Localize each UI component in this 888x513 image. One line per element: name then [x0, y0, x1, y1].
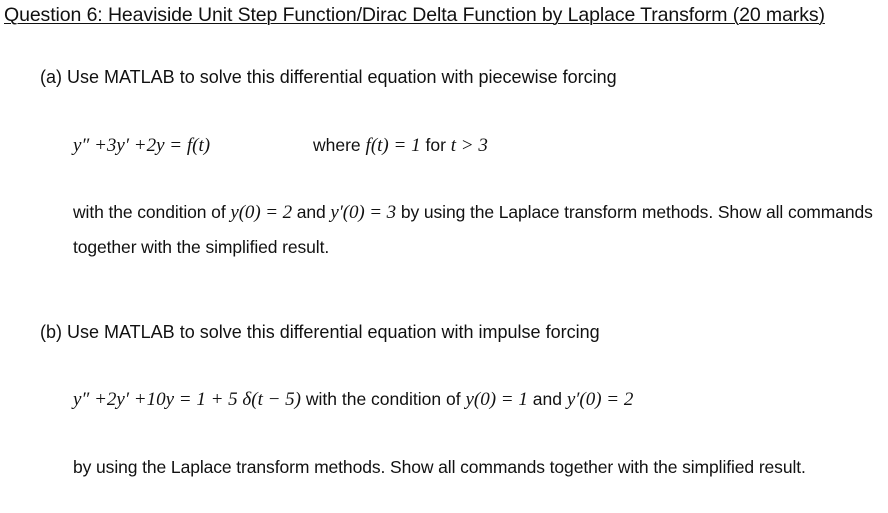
- part-a-condition-and: and: [296, 202, 326, 222]
- part-b-equation-line: [73, 388, 633, 411]
- part-a-equation-line: [73, 134, 210, 157]
- part-a-condition-paragraph: [73, 195, 885, 264]
- part-b-condition-y0: y(0) = 1: [465, 389, 528, 410]
- part-b-equation: y″ +2y′ +10y = 1 + 5 δ(t − 5): [73, 389, 301, 410]
- part-a-where-condition: t > 3: [450, 135, 488, 156]
- part-a-where-for: for: [425, 135, 446, 155]
- part-b-condition-and: and: [532, 389, 562, 409]
- part-a-condition-y0: y(0) = 2: [230, 202, 292, 223]
- part-a-equation: y″ +3y′ +2y = f(t): [73, 135, 211, 156]
- part-a-condition-prefix: with the condition of: [73, 202, 226, 222]
- part-b-label: (b) Use MATLAB to solve this differential equation with impulse forcing: [40, 322, 600, 342]
- question-title: Question 6: Heaviside Unit Step Function/Dirac Delta Function by Laplace Transform (20 marks): [4, 4, 825, 26]
- part-a-where-prefix: where: [313, 135, 361, 155]
- part-a-label: (a) Use MATLAB to solve this differential equation with piecewise forcing: [40, 67, 617, 87]
- part-b-condition-dy0: y′(0) = 2: [566, 389, 634, 410]
- part-b-closing-paragraph: by using the Laplace transform methods. Show all commands together with the simplified result.: [73, 457, 806, 477]
- part-a-condition-dy0: y′(0) = 3: [330, 202, 397, 223]
- part-a-where-line: [313, 134, 488, 157]
- part-b-condition-prefix: with the condition of: [305, 389, 461, 409]
- part-a-where-function: f(t) = 1: [365, 135, 421, 156]
- part-a-condition-suffix: by using the Laplace transform methods. Show all commands together with the simplified result.: [73, 202, 873, 257]
